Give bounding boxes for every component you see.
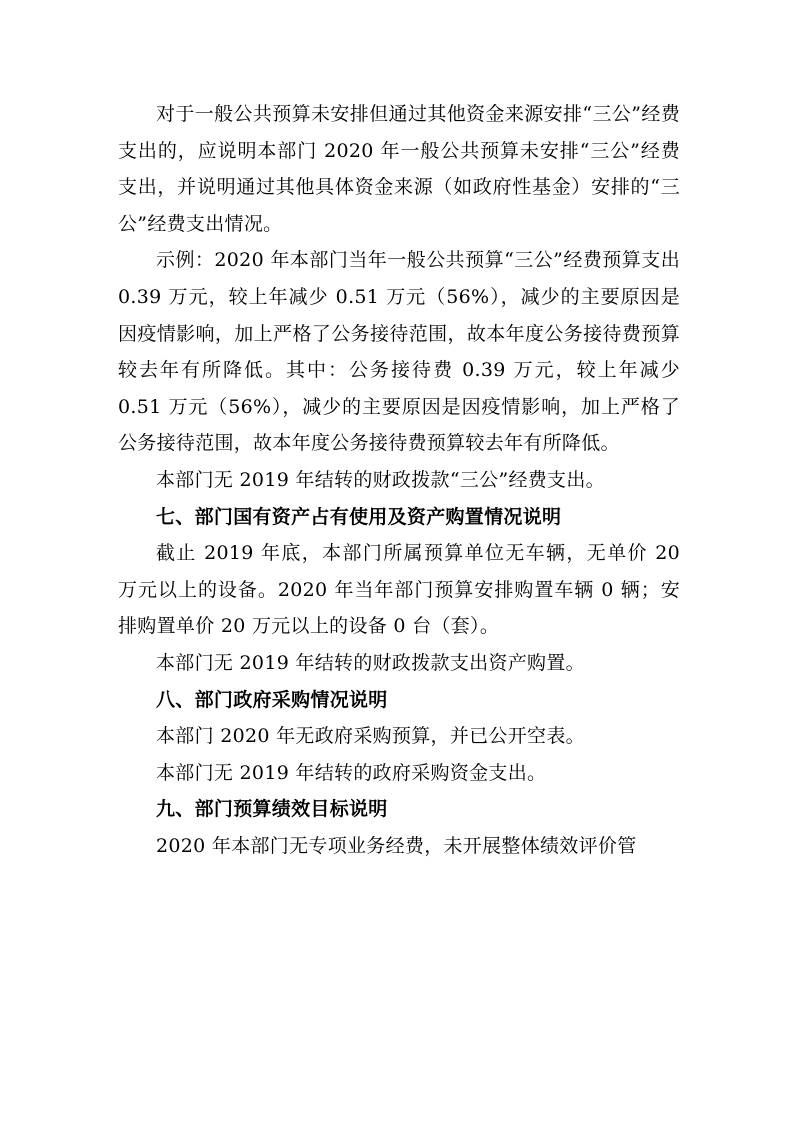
paragraph-procurement: 本部门 2020 年无政府采购预算，并已公开空表。 xyxy=(156,725,585,748)
section-heading-procurement: 八、部门政府采购情况说明 xyxy=(156,688,388,711)
section-heading-assets: 七、部门国有资产占有使用及资产购置情况说明 xyxy=(156,505,562,528)
paragraph-no-carryover-three-public: 本部门无 2019 年结转的财政拨款“三公”经费支出。 xyxy=(156,468,605,491)
paragraph-no-carryover-assets: 本部门无 2019 年结转的财政拨款支出资产购置。 xyxy=(156,651,585,674)
paragraph-example: 示例：2020 年本部门当年一般公共预算“三公”经费预算支出 0.39 万元，较上年减少 0.51 万元（56%），减少的主要原因是因疫情影响，加上严格了公务接待范围，故本年度公务接待费预算较去年有所降低。其中：公务接待费 0.39 万元，较上年减少 0.51 万元（56%），减少的主要原因是因疫情影响，加上严格了公务接待范围，故本年度公务接待费预算较去年有所降低。 xyxy=(118,249,680,455)
paragraph-other-funding-note: 对于一般公共预算未安排但通过其他资金来源安排“三公”经费支出的，应说明本部门 2020 年一般公共预算未安排“三公”经费支出，并说明通过其他具体资金来源（如政府性基金）安排的“三公”经费支出情况。 xyxy=(118,103,680,235)
document-body xyxy=(118,96,680,864)
paragraph-assets: 截止 2019 年底，本部门所属预算单位无车辆，无单价 20 万元以上的设备。2020 年当年部门预算安排购置车辆 0 辆；安排购置单价 20 万元以上的设备 0 台（套）。 xyxy=(118,542,680,638)
section-heading-performance: 九、部门预算绩效目标说明 xyxy=(156,798,388,821)
paragraph-performance: 2020 年本部门无专项业务经费，未开展整体绩效评价管 xyxy=(156,834,637,857)
paragraph-no-carryover-procurement: 本部门无 2019 年结转的政府采购资金支出。 xyxy=(156,761,547,784)
